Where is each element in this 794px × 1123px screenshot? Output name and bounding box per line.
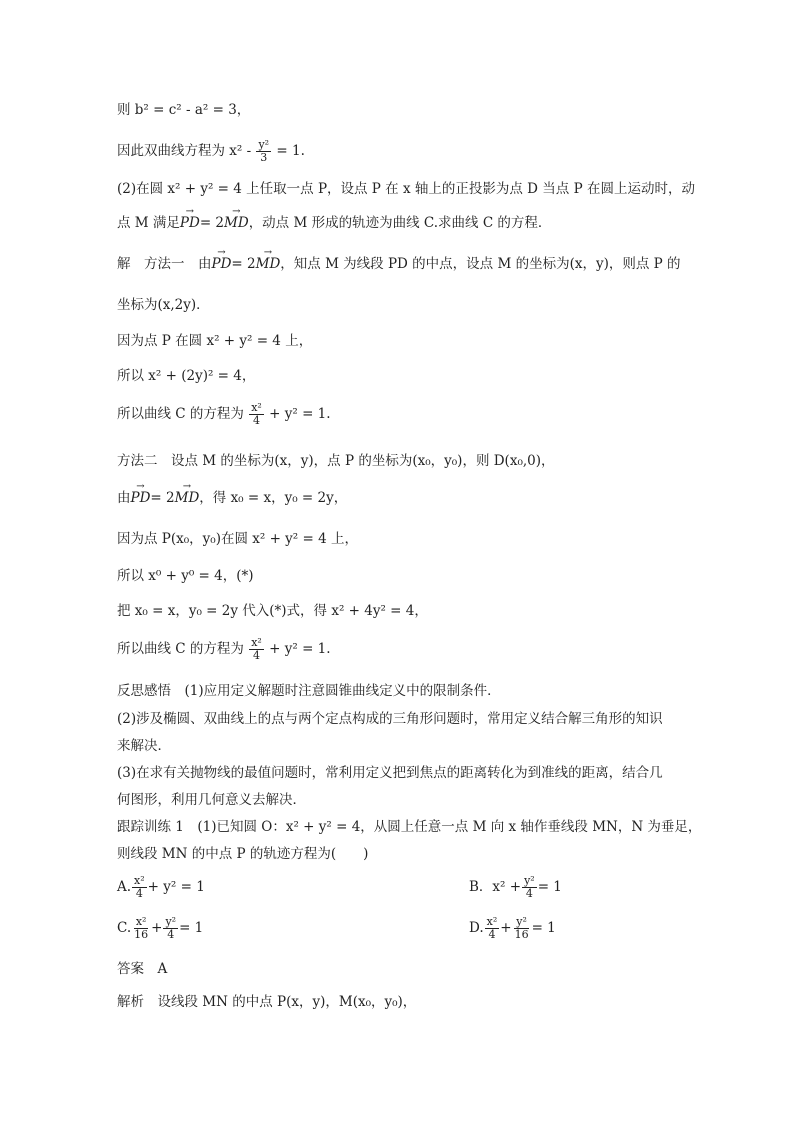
vector-md: → MD <box>175 489 200 507</box>
vector-pd: → PD <box>180 214 200 232</box>
text-line: 则线段 MN 的中点 P 的轨迹方程为( ) <box>117 846 369 862</box>
text: + <box>151 920 163 936</box>
vector-md: → MD <box>224 214 249 232</box>
numerator: y² <box>524 874 535 887</box>
text-line <box>117 255 681 273</box>
text: + y² = 1. <box>269 641 331 657</box>
fraction <box>249 402 264 427</box>
text-line: 所以 x⁰ + y⁰ = 4，(*) <box>117 568 254 584</box>
fraction <box>522 875 537 900</box>
vector-pd: → PD <box>131 489 151 507</box>
text-line: 来解决． <box>117 738 171 754</box>
fraction <box>485 916 500 941</box>
text: 所以曲线 C 的方程为 <box>117 641 244 657</box>
text-line: 则 b² = c² - a² = 3， <box>117 102 251 118</box>
analysis-line: 解析 设线段 MN 的中点 P(x，y)，M(x₀，y₀)， <box>117 994 417 1010</box>
denominator: 4 <box>488 928 496 941</box>
text-line <box>117 489 347 507</box>
option-label: D. <box>469 920 484 936</box>
text-line <box>117 214 551 232</box>
denominator: 16 <box>134 928 149 941</box>
text-line: 反思感悟 (1)应用定义解题时注意圆锥曲线定义中的限制条件． <box>117 683 501 699</box>
option-label: C. <box>117 920 132 936</box>
text: = 1 <box>537 879 562 895</box>
text-line: 因为点 P(x₀，y₀)在圆 x² + y² = 4 上， <box>117 531 358 547</box>
text-line: 方法二 设点 M 的坐标为(x，y)，点 P 的坐标为(x₀，y₀)，则 D(x₀,0)， <box>117 453 555 469</box>
text: 所以曲线 C 的方程为 <box>117 406 244 422</box>
fraction <box>163 916 178 941</box>
text-line <box>117 637 331 662</box>
text-line <box>117 402 331 427</box>
option-c <box>117 915 204 941</box>
text-line: 因为点 P 在圆 x² + y² = 4 上， <box>117 333 313 349</box>
text: = 1. <box>276 143 305 159</box>
text: = 1 <box>531 920 556 936</box>
denominator: 3 <box>260 151 268 164</box>
numerator: y² <box>165 915 177 928</box>
text: = 2 <box>231 256 256 272</box>
text: + <box>500 920 512 936</box>
fraction <box>249 637 264 662</box>
text-line <box>117 139 305 164</box>
numerator: x² <box>251 401 262 414</box>
option-label: A. <box>117 879 132 895</box>
option-row <box>117 874 562 900</box>
text: 因此双曲线方程为 x² - <box>117 143 252 159</box>
text-line: (2)涉及椭圆、双曲线上的点与两个定点构成的三角形问题时，常用定义结合解三角形的知识 <box>117 711 663 727</box>
option-label: B．x² + <box>469 879 522 895</box>
fraction <box>132 916 150 941</box>
text: = 2 <box>150 490 175 506</box>
text-line: 跟踪训练 1 (1)已知圆 O：x² + y² = 4，从圆上任意一点 M 向 x 轴作垂线段 MN，N 为垂足， <box>117 819 702 835</box>
text: = 1 <box>179 920 204 936</box>
option-a <box>117 874 205 900</box>
text-line: 坐标为(x,2y)． <box>117 297 210 313</box>
numerator: x² <box>486 915 498 928</box>
fraction <box>256 139 271 164</box>
text-line: 何图形，利用几何意义去解决． <box>117 792 306 808</box>
numerator: x² <box>251 636 262 649</box>
vector-md: → MD <box>256 255 281 273</box>
text: 解 方法一 由 <box>117 256 212 272</box>
answer-line: 答案 A <box>117 961 168 977</box>
text-line: (3)在求有关抛物线的最值问题时，常利用定义把到焦点的距离转化为到准线的距离，结合几 <box>117 765 663 781</box>
vector-pd: → PD <box>212 255 232 273</box>
text: ，动点 M 形成的轨迹为曲线 C.求曲线 C 的方程． <box>248 215 552 231</box>
option-b <box>469 875 562 900</box>
numerator: x² <box>134 874 145 887</box>
text: 点 M 满足 <box>117 215 180 231</box>
option-d <box>469 916 556 941</box>
text-line: (2)在圆 x² + y² = 4 上任取一点 P，设点 P 在 x 轴上的正投影为点 D 当点 P 在圆上运动时，动 <box>117 181 695 197</box>
denominator: 16 <box>514 928 529 941</box>
fraction <box>513 916 531 941</box>
text: 由 <box>117 490 131 506</box>
numerator: y² <box>516 915 527 928</box>
text: + y² = 1. <box>269 406 331 422</box>
denominator: 4 <box>525 887 533 900</box>
text: ，知点 M 为线段 PD 的中点，设点 M 的坐标为(x，y)，则点 P 的 <box>280 256 681 272</box>
fraction <box>132 875 147 900</box>
text-line: 所以 x² + (2y)² = 4， <box>117 368 256 384</box>
numerator: x² <box>135 915 147 928</box>
denominator: 4 <box>167 928 175 941</box>
text: = 2 <box>199 215 225 231</box>
denominator: 4 <box>135 887 143 900</box>
denominator: 4 <box>253 414 261 427</box>
text-line: 把 x₀ = x，y₀ = 2y 代入(*)式，得 x² + 4y² = 4， <box>117 603 428 619</box>
option-row <box>117 915 556 941</box>
denominator: 4 <box>253 649 261 662</box>
text: ，得 x₀ = x，y₀ = 2y， <box>199 490 348 506</box>
text: + y² = 1 <box>147 879 205 895</box>
numerator: y² <box>258 138 270 151</box>
